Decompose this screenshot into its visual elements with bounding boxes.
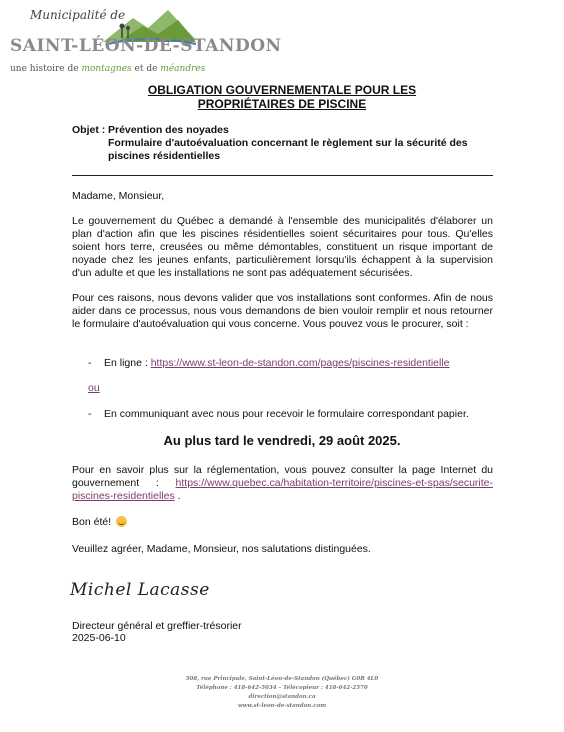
smiley-icon [116,516,127,527]
summer-greeting: Bon été! [72,516,493,529]
bullet-paper-text: En communiquant avec nous pour recevoir le formulaire correspondant papier. [104,408,469,420]
logo-script-text: Municipalité de [30,8,126,22]
paragraph-2: Pour ces raisons, nous devons valider que vos installations sont conformes. Afin de nous aider dans ce processus, nous vous demandons de bien vouloir remplir et nous retourner le formulaire d'autoévaluation qui vous concerne. Vous pouvez vous le procurer, soit : [72,292,493,330]
subject-line-1: Prévention des noyades [108,124,229,136]
footer-phone-line: Téléphone : 418-642-5034 – Télécopieur : 418-642-2570 [196,685,368,691]
footer-website: www.st-leon-de-standon.com [237,703,327,709]
municipality-pools-link[interactable]: https://www.st-leon-de-standon.com/pages/piscines-residentielle [150,357,450,369]
letter-date: 2025-06-10 [72,632,126,644]
or-text: ou [88,382,100,394]
municipality-logo [8,4,282,80]
logo-name: SAINT-LÉON-DE-STANDON [10,36,282,56]
deadline-text: Au plus tard le vendredi, 29 août 2025. [163,433,401,448]
subject-line-2: Formulaire d'autoévaluation concernant le règlement sur la sécurité des [108,137,468,149]
title-line-2: PROPRIÉTAIRES DE PISCINE [197,97,367,111]
subject-block [72,124,492,163]
bullet-online: - En ligne : https://www.st-leon-de-standon.com/pages/piscines-residentielle [88,357,450,369]
paragraph-3: Pour en savoir plus sur la réglementation, vous pouvez consulter la page Internet du gouvernement : https://www.quebec.ca/habitation-territoire/piscines-et-spas/securite-piscines-residentielles . [72,464,493,502]
signer-block [72,620,242,644]
bullet-online-text: En ligne : https://www.st-leon-de-standon.com/pages/piscines-residentielle [104,357,450,369]
document-title [0,83,564,111]
subject-label: Objet : [72,124,106,136]
footer-email: direction@standon.ca [248,694,316,700]
salutation: Madame, Monsieur, [72,190,165,202]
logo-tagline: une histoire de montagnes et de méandres [10,64,206,74]
handwritten-signature: Michel Lacasse [70,580,210,600]
signer-title: Directeur général et greffier-trésorier [72,620,242,632]
separator-line [72,175,493,176]
subject-line-3: piscines résidentielles [108,150,221,162]
footer-address [0,675,564,711]
paragraph-1: Le gouvernement du Québec a demandé à l'ensemble des municipalités d'élaborer un plan d'action afin que les piscines résidentielles soient sécuritaires pour tous. Qu'elles soient hors terre, creusées ou même démontables, constituent un risque important de noyade chez les jeunes enfants, particulièrement lorsqu'ils échappent à la supervision d'un adulte et que les installations ne sont pas adéquatement sécurisées. [72,215,493,279]
title-line-1: OBLIGATION GOUVERNEMENTALE POUR LES [147,83,417,97]
closing-line: Veuillez agréer, Madame, Monsieur, nos salutations distinguées. [72,543,371,555]
quebec-pools-link[interactable]: https://www.quebec.ca/habitation-territoire/piscines-et-spas/securite-piscines-residentielles [72,477,493,502]
bullet-paper: - En communiquant avec nous pour recevoir le formulaire correspondant papier. [88,408,469,420]
footer-address-line: 508, rue Principale, Saint-Léon-de-Standon (Québec) G0R 4L0 [185,676,379,682]
